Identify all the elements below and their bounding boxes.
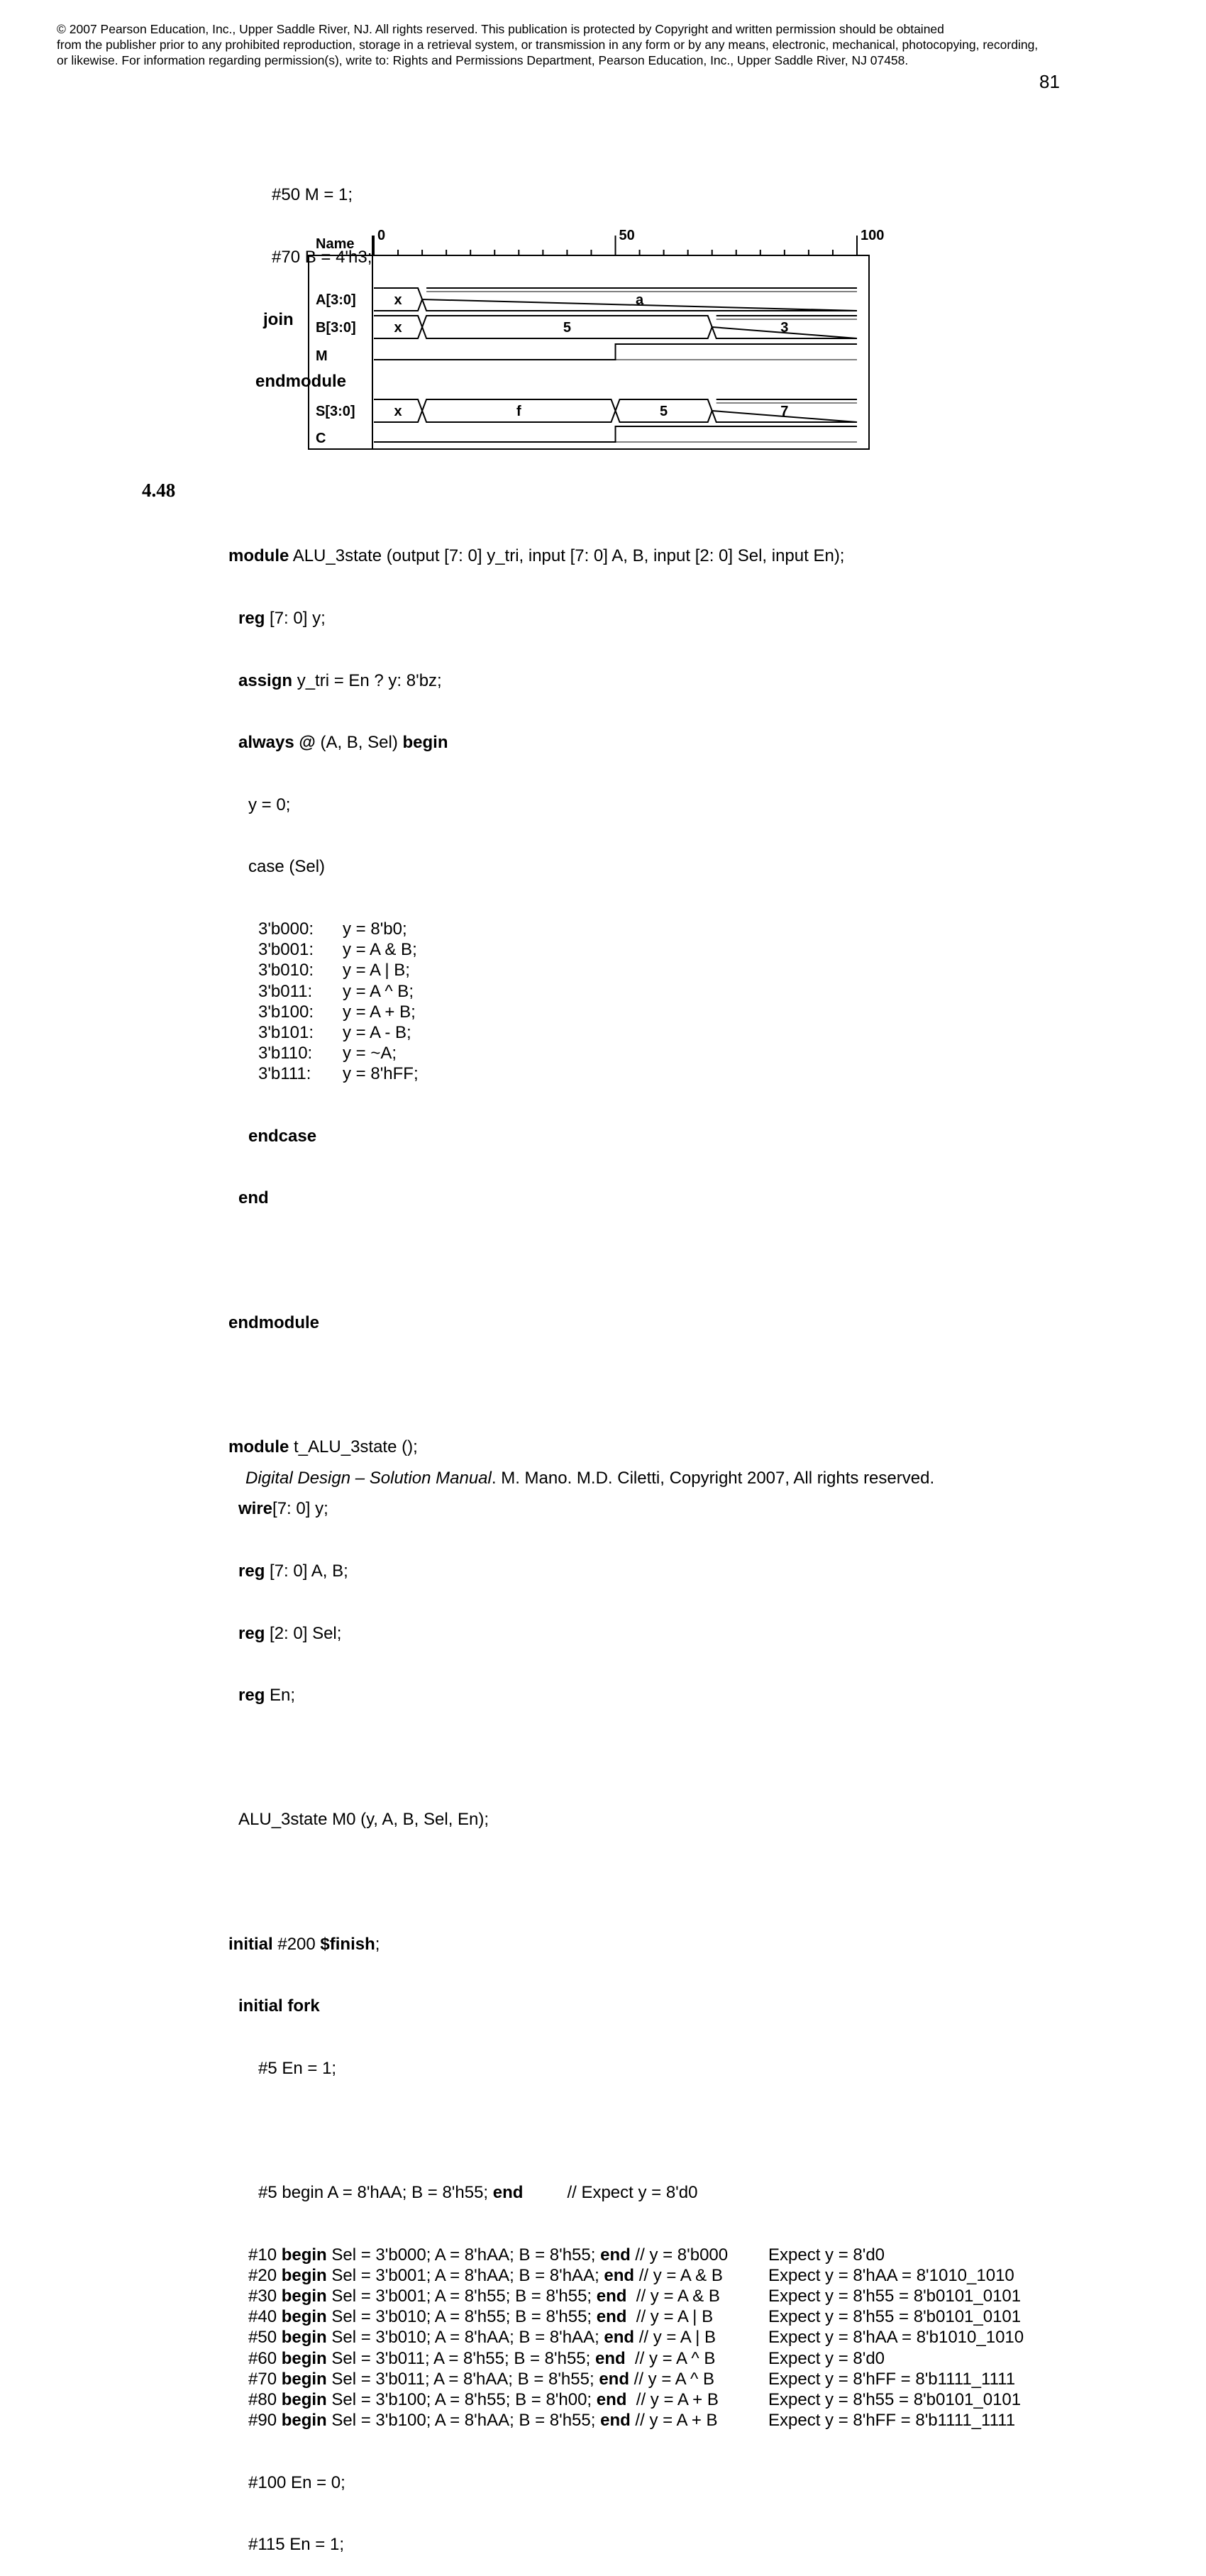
code-line: always @ (A, B, Sel) begin xyxy=(238,733,448,753)
bus-value-label: a xyxy=(635,292,644,308)
bus-value-label: 5 xyxy=(563,320,571,336)
case-selector: 3'b111: xyxy=(258,1064,311,1084)
stimulus-line: #20 begin Sel = 3'b001; A = 8'hAA; B = 8'hAA; end // y = A & B Expect y = 8'hAA = 8'1010_1010 xyxy=(248,2265,1014,2285)
time-tick-label: 100 xyxy=(861,228,885,243)
diagram-frame xyxy=(309,255,869,449)
stimulus-line: #10 begin Sel = 3'b000; A = 8'hAA; B = 8'h55; end // y = 8'b000 Expect y = 8'd0 xyxy=(248,2245,885,2265)
case-expression: y = 8'hFF; xyxy=(343,1064,419,1084)
copyright-line: or likewise. For information regarding permission(s), write to: Rights and Permissions Department, Pearson Education, Inc., Upper Saddle River, NJ 07458. xyxy=(57,53,909,67)
case-selector: 3'b001: xyxy=(258,940,314,960)
code-line: endcase xyxy=(248,1126,317,1146)
bus-value-label: 3 xyxy=(780,320,789,336)
bus-value-label: x xyxy=(394,320,402,336)
code-line: case (Sel) xyxy=(248,857,326,877)
code-line: join xyxy=(263,309,294,329)
stimulus-line: #70 begin Sel = 3'b011; A = 8'hAA; B = 8'h55; end // y = A ^ B Expect y = 8'hFF = 8'b1111_1111 xyxy=(248,2369,1016,2389)
stimulus-line: #80 begin Sel = 3'b100; A = 8'h55; B = 8'h00; end // y = A + B Expect y = 8'h55 = 8'b0101_0101 xyxy=(248,2389,1022,2409)
expected-value: Expect y = 8'h55 = 8'b0101_0101 xyxy=(768,2307,1022,2327)
expected-value: Expect y = 8'd0 xyxy=(768,2348,885,2368)
blank-line xyxy=(228,1374,1024,1395)
case-expression: y = A | B; xyxy=(343,961,410,980)
case-expression: y = 8'b0; xyxy=(343,919,407,939)
stimulus-line: #60 begin Sel = 3'b011; A = 8'h55; B = 8'h55; end // y = A ^ B Expect y = 8'd0 xyxy=(248,2348,885,2368)
copyright-line: from the publisher prior to any prohibited reproduction, storage in a retrieval system, or transmission in any form or by any means, electronic, mechanical, photocopying, recording, xyxy=(57,38,1039,52)
case-item xyxy=(228,1063,1024,1084)
expected-value: Expect y = 8'h55 = 8'b0101_0101 xyxy=(768,2389,1022,2409)
code-line: endmodule xyxy=(255,372,347,392)
expected-value: Expect y = 8'h55 = 8'b0101_0101 xyxy=(768,2286,1022,2306)
blank-line xyxy=(228,1250,1024,1271)
code-line: y = 0; xyxy=(248,795,291,814)
footer-credits: . M. Mano. M.D. Ciletti, Copyright 2007, All rights reserved. xyxy=(491,1469,935,1488)
blank-line xyxy=(228,1747,1024,1768)
blank-line xyxy=(228,1872,1024,1892)
expected-value: Expect y = 8'hAA = 8'1010_1010 xyxy=(768,2265,1014,2285)
signal-name: A[3:0] xyxy=(316,292,356,308)
signal-name: M xyxy=(316,348,328,364)
bit-waveform xyxy=(374,426,857,442)
case-expression: y = A + B; xyxy=(343,1002,416,1022)
case-selector: 3'b110: xyxy=(258,1044,313,1063)
code-line: ALU_3state M0 (y, A, B, Sel, En); xyxy=(238,1810,489,1830)
code-line: end xyxy=(238,1188,269,1208)
case-item xyxy=(228,919,1024,939)
name-header: Name xyxy=(316,236,355,252)
expected-value: Expect y = 8'hFF = 8'b1111_1111 xyxy=(768,2369,1016,2389)
code-line: #115 En = 1; xyxy=(248,2535,344,2555)
case-expression: y = A ^ B; xyxy=(343,981,414,1001)
code-line: module t_ALU_3state (); xyxy=(228,1437,418,1456)
case-expression: y = A - B; xyxy=(343,1022,411,1042)
copyright-line: © 2007 Pearson Education, Inc., Upper Saddle River, NJ. All rights reserved. This publication is protected by Copyright and written permission should be obtained xyxy=(57,22,944,36)
bus-value-label: f xyxy=(516,404,521,419)
expected-value: Expect y = 8'd0 xyxy=(768,2245,885,2265)
bus-value-label: x xyxy=(394,292,402,308)
code-line: #50 M = 1; xyxy=(272,185,353,205)
case-item xyxy=(228,981,1024,1002)
code-line: initial fork xyxy=(238,1996,320,2016)
stimulus-line: #90 begin Sel = 3'b100; A = 8'hAA; B = 8'h55; end // y = A + B Expect y = 8'hFF = 8'b1111_1111 xyxy=(248,2411,1016,2431)
timing-diagram xyxy=(298,227,908,461)
signal-name: S[3:0] xyxy=(316,404,355,419)
code-line: reg [7: 0] y; xyxy=(238,609,326,628)
page-number: 81 xyxy=(1039,71,1060,92)
case-selector: 3'b000: xyxy=(258,919,314,939)
code-line: wire[7: 0] y; xyxy=(238,1499,328,1519)
code-line: #100 En = 0; xyxy=(248,2472,345,2492)
case-selector: 3'b011: xyxy=(258,981,313,1001)
blank-line xyxy=(228,2120,1024,2140)
copyright-notice xyxy=(57,21,1163,68)
code-line: module ALU_3state (output [7: 0] y_tri, input [7: 0] A, B, input [2: 0] Sel, input En); xyxy=(228,546,845,566)
code-line: #70 B = 4'h3; xyxy=(272,248,372,267)
case-selector: 3'b010: xyxy=(258,961,314,980)
case-item xyxy=(228,1043,1024,1063)
code-line: initial #200 $finish; xyxy=(228,1934,380,1954)
code-line: reg En; xyxy=(238,1686,296,1706)
code-line: reg [7: 0] A, B; xyxy=(238,1561,348,1581)
case-selector: 3'b101: xyxy=(258,1022,314,1042)
code-line: endmodule xyxy=(228,1312,320,1332)
bit-waveform xyxy=(374,344,857,360)
page-footer xyxy=(245,1469,934,1488)
case-selector: 3'b100: xyxy=(258,1002,314,1022)
case-expression: y = ~A; xyxy=(343,1044,397,1063)
footer-title: Digital Design – Solution Manual xyxy=(245,1469,492,1488)
expected-value: Expect y = 8'hFF = 8'b1111_1111 xyxy=(768,2411,1016,2431)
case-item xyxy=(228,1022,1024,1043)
case-expression: y = A & B; xyxy=(343,940,417,960)
stimulus-line: #40 begin Sel = 3'b010; A = 8'h55; B = 8'h55; end // y = A | B Expect y = 8'h55 = 8'b0101_0101 xyxy=(248,2307,1022,2327)
problem-number: 4.48 xyxy=(142,480,176,501)
case-item xyxy=(228,1002,1024,1022)
time-tick-label: 50 xyxy=(619,228,635,243)
code-line: #5 En = 1; xyxy=(258,2058,337,2078)
signal-name: C xyxy=(316,431,326,446)
code-line: #5 begin A = 8'hAA; B = 8'h55; end // Expect y = 8'd0 xyxy=(258,2182,698,2202)
code-line: reg [2: 0] Sel; xyxy=(238,1623,342,1643)
signal-name: B[3:0] xyxy=(316,320,356,336)
bus-value-label: 7 xyxy=(780,404,789,419)
case-item xyxy=(228,960,1024,980)
stimulus-line: #30 begin Sel = 3'b001; A = 8'h55; B = 8'h55; end // y = A & B Expect y = 8'h55 = 8'b0101_0101 xyxy=(248,2286,1022,2306)
bus-value-label: x xyxy=(394,404,402,419)
case-item xyxy=(228,939,1024,960)
bus-value-label: 5 xyxy=(660,404,668,419)
code-line: assign y_tri = En ? y: 8'bz; xyxy=(238,670,442,690)
time-tick-label: 0 xyxy=(377,228,386,243)
verilog-code xyxy=(228,504,1024,2576)
expected-value: Expect y = 8'hAA = 8'b1010_1010 xyxy=(768,2328,1024,2348)
stimulus-line: #50 begin Sel = 3'b010; A = 8'hAA; B = 8'hAA; end // y = A | B Expect y = 8'hAA = 8'b1010_1010 xyxy=(248,2328,1024,2348)
